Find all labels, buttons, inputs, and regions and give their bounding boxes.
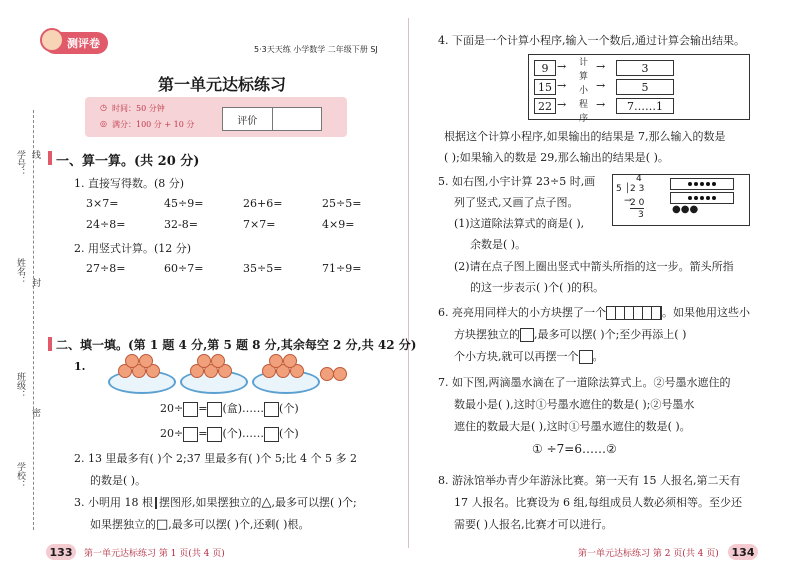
q8-text: 17 人报名。比赛设为 6 组,每组成员人数必须相等。至少还: [454, 496, 742, 509]
q-text: 3. 小明用 18 根: [74, 496, 153, 509]
q-text: ,最多可以摆( )个;: [271, 496, 357, 509]
q1-item: 24÷8=: [86, 218, 126, 231]
score-icon: ◎: [100, 119, 107, 128]
q5-text: 列了竖式,又画了点子图。: [454, 196, 579, 209]
q2-item: 60÷7=: [164, 262, 204, 275]
page-number: 133: [46, 544, 76, 560]
q2-3-text: [74, 494, 357, 510]
q-text: 如果摆独立的: [90, 518, 156, 531]
arrow-icon: →: [557, 79, 567, 92]
q4-after: 根据这个计算小程序,如果输出的结果是 7,那么输入的数是: [444, 130, 726, 143]
page-title: 第一单元达标练习: [158, 75, 287, 94]
q2-1-num: 1.: [74, 360, 86, 373]
q5-text: 5. 如右图,小宇计算 23÷5 时,画: [438, 175, 596, 188]
answer-box[interactable]: [183, 402, 198, 417]
q1-item: 7×7=: [243, 218, 276, 231]
q2-label: 2. 用竖式计算。(12 分): [74, 242, 192, 255]
q2-3-text2: [90, 516, 309, 532]
margin-school: 学校：: [15, 462, 25, 489]
section1-heading: 一、算一算。(共 20 分): [56, 154, 200, 169]
q7-text: 7. 如下图,两滴墨水滴在了一道除法算式上。②号墨水遮住的: [438, 376, 731, 389]
margin-secret-mark: 密: [30, 408, 40, 417]
q2-2-text: 的数是( )。: [90, 474, 147, 487]
q2-1-line2: 20÷ = (个)…… (个): [160, 427, 299, 440]
q7-formula: ① ÷7=6……②: [532, 442, 617, 456]
q2-item: 71÷9=: [322, 262, 362, 275]
binding-line: [33, 110, 34, 530]
time-limit: 时间：50 分钟: [112, 104, 165, 113]
q1-item: 3×7=: [86, 197, 119, 210]
q1-label: 1. 直接写得数。(8 分): [74, 177, 185, 190]
input-box: 9: [534, 60, 556, 76]
arrow-icon: →: [596, 98, 606, 111]
program-label: 计算小程序: [579, 58, 589, 124]
equation-text: (个): [279, 427, 299, 440]
mascot-icon: [40, 28, 64, 52]
q1-item: 4×9=: [322, 218, 355, 231]
q4-text: 4. 下面是一个计算小程序,输入一个数后,通过计算会输出结果。: [438, 34, 745, 47]
q2-item: 35÷5=: [243, 262, 283, 275]
q8-text: 需要( )人报名,比赛才可以进行。: [454, 518, 613, 531]
q-text: 。: [592, 350, 604, 363]
answer-box[interactable]: [264, 402, 279, 417]
section2-heading: 二、填一填。(第 1 题 4 分,第 5 题 8 分,其余每空 2 分,共 42 分): [56, 338, 417, 352]
margin-name: 姓名：: [15, 258, 25, 285]
dot-group: [670, 192, 734, 204]
apple-icon: [197, 354, 211, 368]
div-step: 2 0: [630, 198, 645, 208]
q4-after: ( );如果输入的数是 29,那么输出的结果是( )。: [444, 151, 669, 164]
apple-icon: [211, 354, 225, 368]
q-text: ,最多可以摆( )个,还剩( )根。: [168, 518, 310, 531]
output-box: 3: [616, 60, 674, 76]
q1-item: 45÷9=: [164, 197, 204, 210]
q5-sub2: (2)请在点子图上圈出竖式中箭头所指的这一步。箭头所指: [454, 260, 734, 273]
q6-text: [454, 326, 686, 342]
input-box: 22: [534, 98, 556, 114]
grade-table: [222, 107, 322, 131]
margin-class: 班级：: [15, 372, 25, 399]
equation-text: 20÷: [160, 402, 184, 415]
answer-box[interactable]: [183, 427, 198, 442]
q7-text: 遮住的数最大是( ),这时①号墨水遮住的数是( )。: [454, 420, 691, 433]
square-icon: □: [156, 517, 169, 532]
dot-remainder: ●●●: [672, 204, 699, 215]
q-text: 摆图形,如果摆独立的: [158, 496, 262, 509]
equation-text: (盒)……: [222, 402, 265, 415]
q2-2-text: 2. 13 里最多有( )个 2;37 里最多有( )个 5;比 4 个 5 多 2: [74, 452, 358, 465]
footer-text: 第一单元达标练习 第 1 页(共 4 页): [84, 549, 225, 559]
q8-text: 8. 游泳馆举办青少年游泳比赛。第一天有 15 人报名,第二天有: [438, 474, 741, 487]
arrow-icon: →: [557, 98, 567, 111]
dot-group: [670, 178, 734, 190]
series-header: 5·3天天练 小学数学 二年级下册 SJ: [254, 45, 378, 54]
output-box: 7……1: [616, 98, 674, 114]
div-quotient: 4: [636, 174, 642, 184]
arrow-icon: →: [596, 79, 606, 92]
arrow-icon: →: [557, 60, 567, 73]
apple-icon: [269, 354, 283, 368]
div-remainder: 3: [638, 210, 644, 220]
margin-seal-mark: 封: [30, 278, 40, 287]
q-text: 6. 亮亮用同样大的小方块摆了一个: [438, 306, 606, 319]
q1-item: 32-8=: [164, 218, 198, 231]
q-text: 。如果他用这些小: [662, 306, 750, 319]
grade-cell[interactable]: [273, 108, 322, 130]
q-text: 方块摆独立的: [454, 328, 520, 341]
margin-student-id: 学号：: [15, 150, 25, 177]
q2-item: 27÷8=: [86, 262, 126, 275]
q6-text: [454, 348, 604, 364]
stick-icon: [155, 497, 157, 509]
div-dividend: 5 │2 3: [616, 184, 645, 194]
triangle-icon: △: [261, 495, 272, 510]
section-marker: [48, 337, 52, 351]
page-number: 134: [728, 544, 758, 560]
q7-text: 数最小是( ),这时①号墨水遮住的数是( );②号墨水: [454, 398, 695, 411]
q5-sub1: (1)这道除法算式的商是( ),: [454, 217, 585, 230]
q5-sub1: 余数是( )。: [470, 238, 527, 251]
apple-icon: [283, 354, 297, 368]
footer-text: 第一单元达标练习 第 2 页(共 4 页): [578, 549, 719, 559]
cube-block-icon: [606, 306, 662, 320]
apple-icon: [139, 354, 153, 368]
full-score: 满分：100 分 + 10 分: [112, 120, 195, 129]
equation-text: (个): [279, 402, 299, 415]
q6-text: [438, 304, 750, 320]
equation-text: 20÷: [160, 427, 184, 440]
arrow-icon: →: [624, 196, 632, 206]
q-text: ,最多可以摆( )个;至少再添上( ): [534, 328, 687, 341]
grade-label: 评价: [223, 108, 273, 130]
page-divider: [408, 18, 409, 548]
answer-box[interactable]: [207, 402, 222, 417]
arrow-icon: →: [596, 60, 606, 73]
q5-sub2: 的这一步表示( )个( )的积。: [470, 281, 605, 294]
input-box: 15: [534, 79, 556, 95]
apple-icon: [333, 367, 347, 381]
answer-box[interactable]: [207, 427, 222, 442]
clock-icon: ◷: [100, 103, 107, 112]
cube-icon: [520, 328, 534, 342]
margin-line-mark: 线: [30, 150, 40, 159]
equation-text: (个)……: [222, 427, 265, 440]
cube-icon: [579, 350, 593, 364]
section-marker: [48, 151, 52, 165]
output-box: 5: [616, 79, 674, 95]
apple-icon: [320, 367, 334, 381]
badge-label: 测评卷: [67, 37, 100, 50]
q1-item: 26+6=: [243, 197, 283, 210]
answer-box[interactable]: [264, 427, 279, 442]
q1-item: 25÷5=: [322, 197, 362, 210]
q-text: 个小方块,就可以再摆一个: [454, 350, 579, 363]
q2-1-line1: 20÷ = (盒)…… (个): [160, 402, 299, 415]
apple-icon: [125, 354, 139, 368]
